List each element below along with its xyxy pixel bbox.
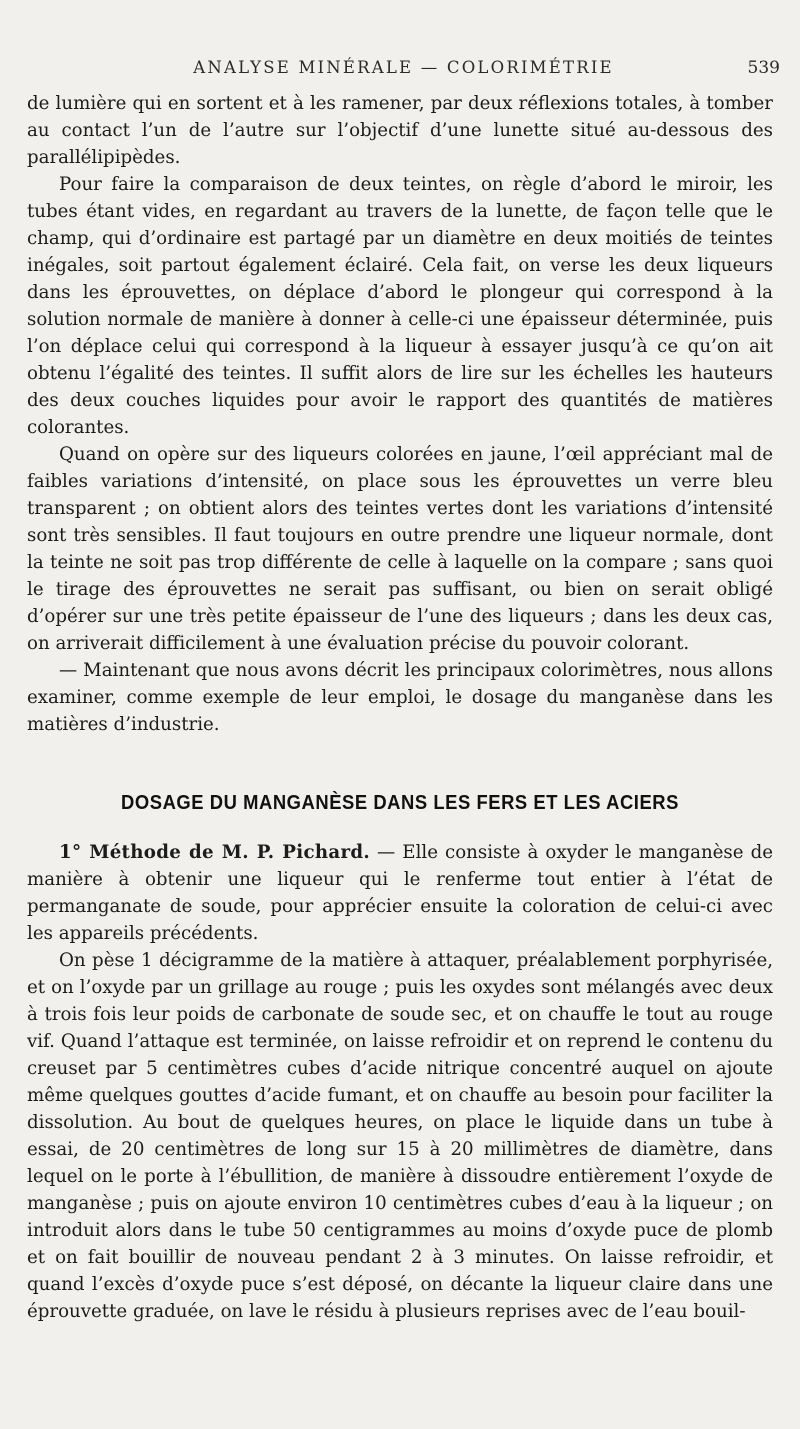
page-number: 539 xyxy=(747,58,780,78)
section-heading: DOSAGE DU MANGANÈSE DANS LES FERS ET LES ACIERS xyxy=(121,792,679,814)
paragraph-method-intro xyxy=(27,839,773,947)
paragraph-continuation: de lumière qui en sortent et à les ramener, par deux réflexions totales, à tomber au contact l’un de l’autre sur l’objectif d’une lunette situé au-dessous des parallélipipèdes. xyxy=(27,93,773,168)
paragraph-procedure: On pèse 1 décigramme de la matière à attaquer, préalablement porphyrisée, et on l’oxyde par un grillage au rouge ; puis les oxydes sont mélangés avec deux à trois fois leur poids de carbonate de soude sec, et on chauffe le tout au rouge vif. Quand l’attaque est terminée, on laisse refroidir et on reprend le contenu du creuset par 5 centimètres cubes d’acide nitrique concentré auquel on ajoute même quelques gouttes d’acide fumant, et on chauffe au besoin pour faciliter la dissolution. Au bout de quelques heures, on place le liquide dans un tube à essai, de 20 centimètres de long sur 15 à 20 millimètres de diamètre, dans lequel on le porte à l’ébullition, de manière à dissoudre entièrement l’oxyde de manganèse ; puis on ajoute environ 10 centimètres cubes d’eau à la liqueur ; on introduit alors dans le tube 50 centigrammes au moins d’oxyde puce de plomb et on fait bouillir de nouveau pendant 2 à 3 minutes. On laisse refroidir, et quand l’excès d’oxyde puce s’est déposé, on décante la liqueur claire dans une éprouvette graduée, on lave le résidu à plusieurs reprises avec de l’eau bouil- xyxy=(27,950,773,1322)
paragraph-transition: — Maintenant que nous avons décrit les principaux colorimètres, nous allons examiner, comme exemple de leur emploi, le dosage du manganèse dans les matières d’industrie. xyxy=(27,660,773,735)
body-text xyxy=(27,90,773,1325)
running-title: ANALYSE MINÉRALE — COLORIMÉTRIE xyxy=(193,58,614,77)
paragraph-comparison: Pour faire la comparaison de deux teintes, on règle d’abord le miroir, les tubes étant vides, en regardant au travers de la lunette, de façon telle que le champ, qui d’ordinaire est partagé par un diamètre en deux moitiés de teintes inégales, soit partout également éclairé. Cela fait, on verse les deux liqueurs dans les éprouvettes, on déplace d’abord le plongeur qui correspond à la solution normale de manière à donner à celle-ci une épaisseur déterminée, puis l’on déplace celui qui correspond à la liqueur à essayer jusqu’à ce qu’on ait obtenu l’égalité des teintes. Il suffit alors de lire sur les échelles les hauteurs des deux couches liquides pour avoir le rapport des quantités de matières colorantes. xyxy=(27,174,773,438)
paragraph-yellow-liquors: Quand on opère sur des liqueurs colorées en jaune, l’œil appréciant mal de faibles variations d’intensité, on place sous les éprouvettes un verre bleu transparent ; on obtient alors des teintes vertes dont les variations d’intensité sont très sensibles. Il faut toujours en outre prendre une liqueur normale, dont la teinte ne soit pas trop différente de celle à laquelle on la compare ; sans quoi le tirage des éprouvettes ne serait pas suffisant, ou bien on serait obligé d’opérer sur une très petite épaisseur de l’une des liqueurs ; dans les deux cas, on arriverait difficilement à une évaluation précise du pouvoir colorant. xyxy=(27,444,773,654)
running-header xyxy=(27,58,780,82)
method-text: — Elle consiste à oxyder le manganèse de manière à obtenir une liqueur qui le renferme tout entier à l’état de permanganate de soude, pour apprécier ensuite la coloration de celui-ci avec les appareils précédents. xyxy=(27,842,773,944)
method-title: 1° Méthode de M. P. Pichard. xyxy=(59,842,370,863)
